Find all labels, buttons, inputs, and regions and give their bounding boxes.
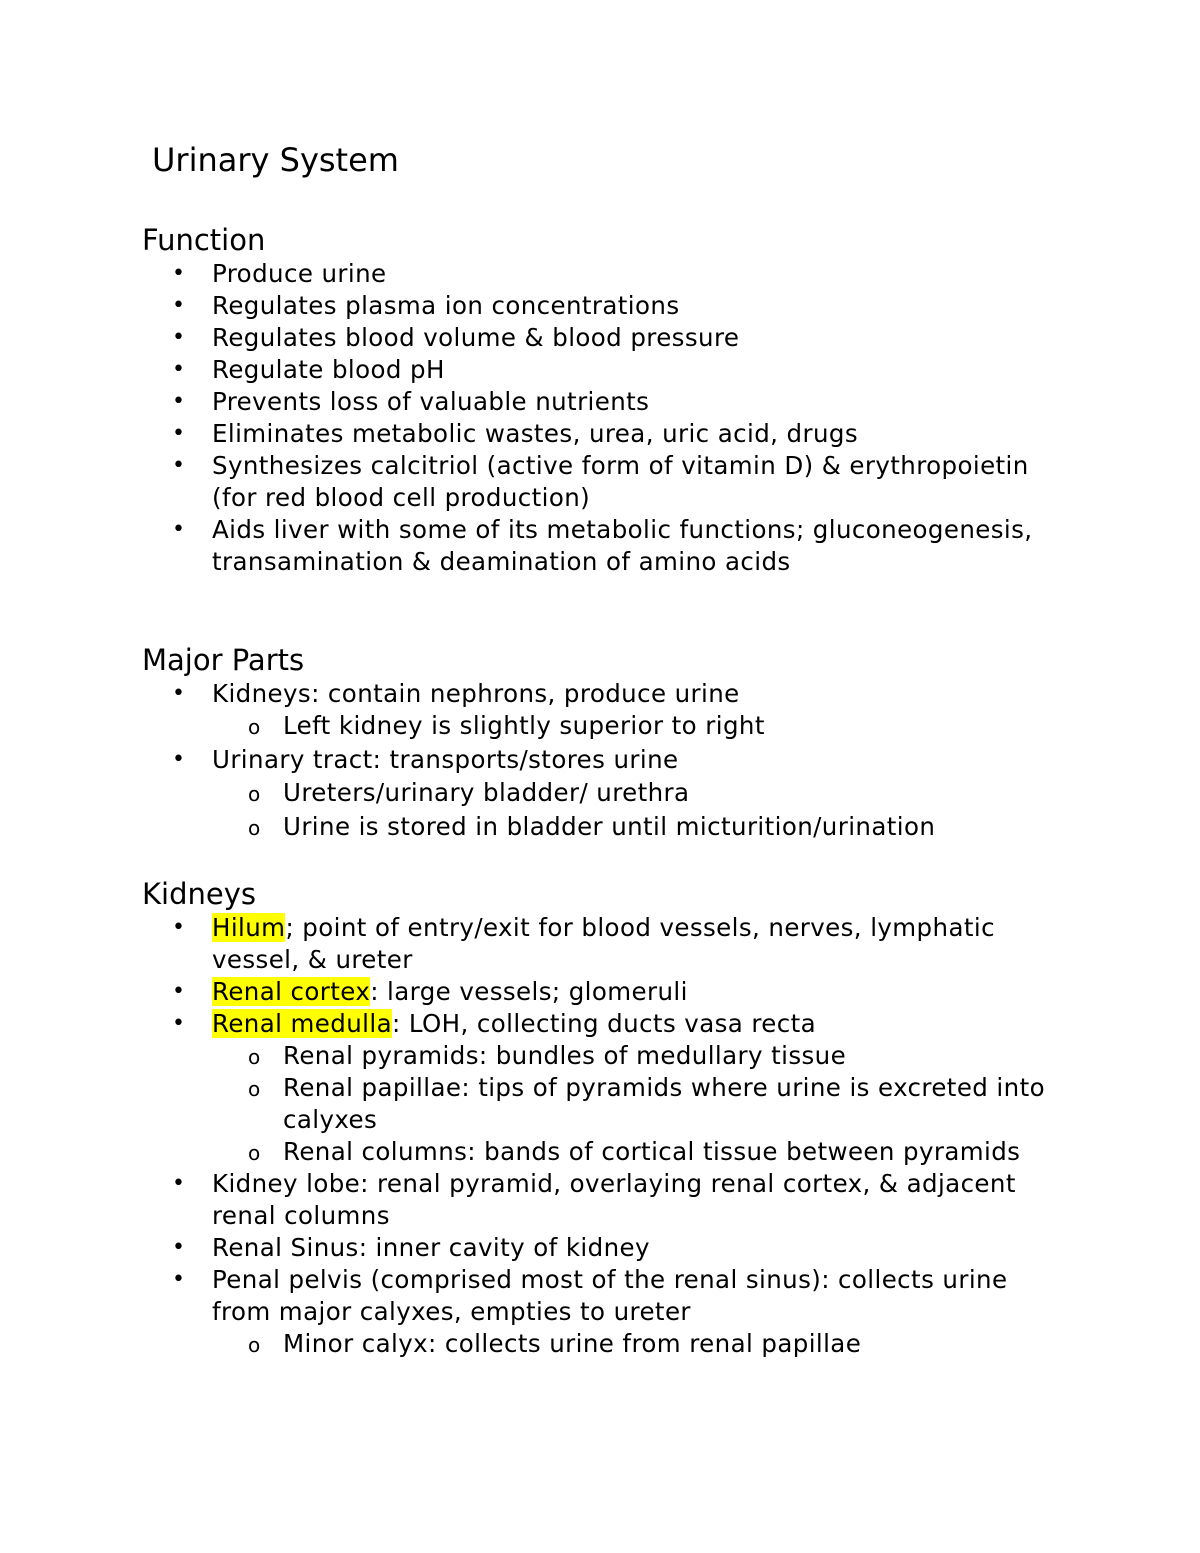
list-item: • Regulates blood volume & blood pressure [142, 322, 1072, 354]
list-item: • Kidneys: contain nephrons, produce urine o Left kidney is slightly superior to right [142, 678, 1072, 742]
list-item: • Eliminates metabolic wastes, urea, uric acid, drugs [142, 418, 1072, 450]
sub-list [212, 777, 1072, 843]
section-kidneys [142, 876, 1072, 1360]
kidneys-list [142, 912, 1072, 1360]
list-item: • Renal medulla: LOH, collecting ducts vasa recta o Renal pyramids: bundles of medullary tissue o Renal papillae: tips of pyramids where urine is excreted into calyxes o Renal columns: bands of cortical tissue between pyramids [142, 1008, 1072, 1168]
section-major-parts [142, 642, 1072, 843]
sub-list-item: o Ureters/urinary bladder/ urethra [212, 777, 1072, 809]
sub-list [212, 1040, 1072, 1168]
highlighted-term: Hilum [212, 913, 286, 942]
list-item: • Regulates plasma ion concentrations [142, 290, 1072, 322]
list-item: • Hilum; point of entry/exit for blood vessels, nerves, lymphatic vessel, & ureter [142, 912, 1072, 976]
sub-list-item: o Left kidney is slightly superior to right [212, 710, 1072, 742]
list-item: • Kidney lobe: renal pyramid, overlaying renal cortex, & adjacent renal columns [142, 1168, 1072, 1232]
highlighted-term: Renal medulla [212, 1009, 392, 1038]
list-item: • Renal Sinus: inner cavity of kidney [142, 1232, 1072, 1264]
document-title: Urinary System [152, 141, 399, 179]
list-item: • Regulate blood pH [142, 354, 1072, 386]
section-function [142, 222, 1072, 578]
sub-list-item: o Minor calyx: collects urine from renal papillae [212, 1328, 1072, 1360]
sub-list-item: o Renal pyramids: bundles of medullary tissue [212, 1040, 1072, 1072]
sub-list [212, 710, 1072, 742]
list-item: • Produce urine [142, 258, 1072, 290]
list-item: • Penal pelvis (comprised most of the renal sinus): collects urine from major calyxes, empties to ureter o Minor calyx: collects urine from renal papillae [142, 1264, 1072, 1360]
list-item: • Aids liver with some of its metabolic functions; gluconeogenesis, transamination & deamination of amino acids [142, 514, 1072, 578]
list-item: • Renal cortex: large vessels; glomeruli [142, 976, 1072, 1008]
sub-list-item: o Renal columns: bands of cortical tissue between pyramids [212, 1136, 1072, 1168]
major-parts-list [142, 678, 1072, 843]
sub-list-item: o Renal papillae: tips of pyramids where urine is excreted into calyxes [212, 1072, 1072, 1136]
list-item: • Prevents loss of valuable nutrients [142, 386, 1072, 418]
sub-list-item: o Urine is stored in bladder until micturition/urination [212, 811, 1072, 843]
section-heading-kidneys: Kidneys [142, 877, 256, 911]
sub-list [212, 1328, 1072, 1360]
list-item: • Synthesizes calcitriol (active form of vitamin D) & erythropoietin (for red blood cell production) [142, 450, 1072, 514]
section-heading-function: Function [142, 223, 266, 257]
list-item: • Urinary tract: transports/stores urine o Ureters/urinary bladder/ urethra o Urine is stored in bladder until micturition/urination [142, 744, 1072, 843]
function-list [142, 258, 1072, 578]
highlighted-term: Renal cortex [212, 977, 371, 1006]
section-heading-major-parts: Major Parts [142, 643, 305, 677]
